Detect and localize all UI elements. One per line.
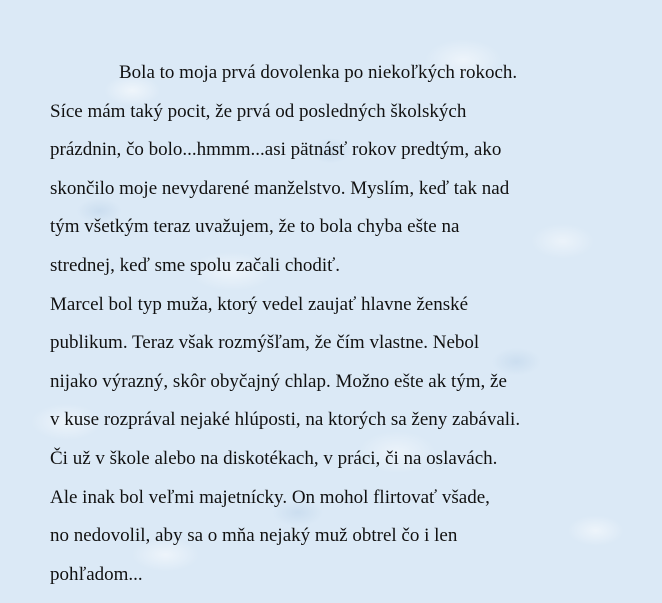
text-line: skončilo moje nevydarené manželstvo. Myslím, keď tak nad (50, 177, 510, 199)
text-line: no nedovolil, aby sa o mňa nejaký muž obtrel čo i len (50, 525, 458, 547)
text-line: Ale inak bol veľmi majetnícky. On mohol flirtovať všade, (50, 486, 490, 508)
text-line: nijako výrazný, skôr obyčajný chlap. Možno ešte ak tým, že (50, 370, 507, 392)
text-line: Marcel bol typ muža, ktorý vedel zaujať hlavne ženské (50, 293, 469, 315)
text-line: Síce mám taký pocit, že prvá od posledných školských (50, 100, 467, 122)
text-line: Či už v škole alebo na diskotékach, v práci, či na oslavách. (50, 447, 498, 469)
text-line: publikum. Teraz však rozmýšľam, že čím vlastne. Nebol (50, 332, 480, 354)
text-line: strednej, keď sme spolu začali chodiť. (50, 254, 341, 276)
text-line: prázdnin, čo bolo...hmmm...asi pätnásť rokov predtým, ako (50, 139, 502, 161)
text-line: pohľadom... (50, 563, 143, 585)
text-line: tým všetkým teraz uvažujem, že to bola chyba ešte na (50, 216, 460, 238)
story-text (50, 54, 650, 594)
text-line: v kuse rozprával nejaké hlúposti, na ktorých sa ženy zabávali. (50, 409, 521, 431)
text-line: Bola to moja prvá dovolenka po niekoľkých rokoch. (119, 62, 518, 83)
